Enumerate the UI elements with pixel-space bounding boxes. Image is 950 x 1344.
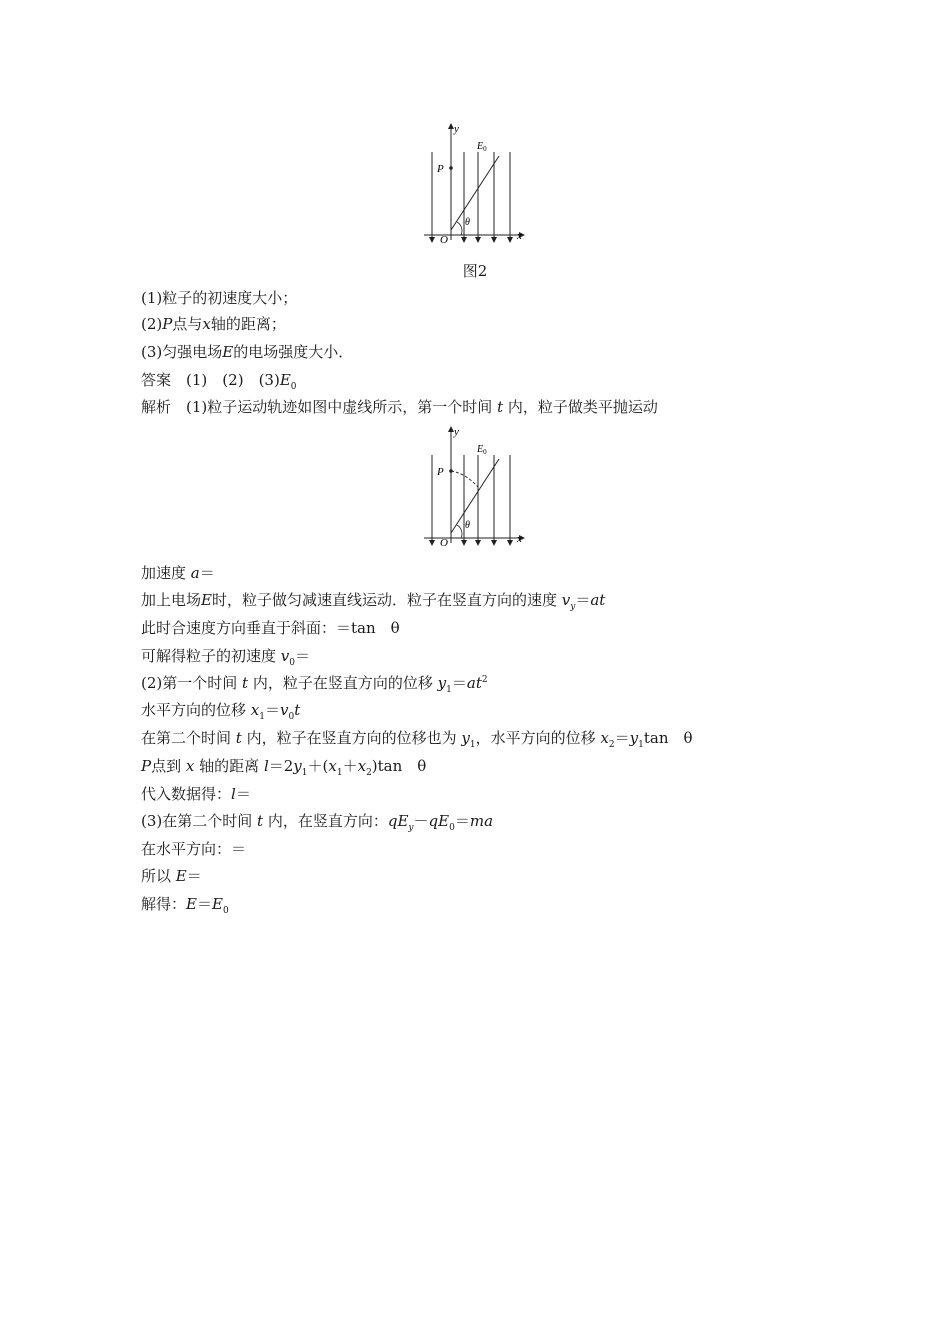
analysis-line: 解析 (1)粒子运动轨迹如图中虚线所示，第一个时间 t 内，粒子做类平抛运动 <box>141 398 658 416</box>
svg-text:x: x <box>517 533 522 545</box>
solution-line-2: 加上电场E时，粒子做匀减速直线运动．粒子在竖直方向的速度 $v_y=at$ <box>141 591 606 612</box>
label-x: x <box>517 230 522 242</box>
svg-text:E0: $E_0$ <box>477 444 487 456</box>
solution-line-11: 在水平方向：＝ <box>141 840 247 858</box>
solution-line-5: (2)第一个时间 t 内，粒子在竖直方向的位移 $y_1=at^2$ <box>141 674 488 695</box>
svg-text:θ: θ <box>465 520 470 531</box>
incline-line <box>451 156 499 230</box>
solution-line-4: 可解得粒子的初速度 $v_0=$ <box>141 647 311 668</box>
solution-line-8: P点到 x 轴的距离 $l=2y_1+(x_1+x_2)\tan$ θ <box>141 757 427 778</box>
solution-line-1: 加速度 a＝ <box>141 564 215 582</box>
solution-line-6: 水平方向的位移 $x_1=v_0t$ <box>141 701 301 722</box>
question-2: (2)P点与x轴的距离； <box>141 315 286 333</box>
label-field: $E_0$ <box>477 141 487 153</box>
point-p <box>449 166 453 170</box>
solution-line-3: 此时合速度方向垂直于斜面：＝tan θ <box>141 619 400 637</box>
solution-line-13: 解得：$E=E_0$ <box>141 895 229 916</box>
answer-line: 答案 (1) (2) $(3)E_0$ <box>141 371 297 392</box>
question-1: (1)粒子的初速度大小； <box>141 289 298 307</box>
solution-line-7: 在第二个时间 t 内，粒子在竖直方向的位移也为 $y_1$，水平方向的位移 $x_2=y_1\tan$ θ <box>141 729 693 750</box>
svg-text:P: P <box>437 466 444 478</box>
label-origin: O <box>440 234 448 246</box>
label-y: y <box>454 123 459 135</box>
label-angle: θ <box>465 217 470 228</box>
figure-2-trajectory-diagram <box>420 425 530 550</box>
solution-line-10: (3)在第二个时间 t 内，在竖直方向：$qE_y-qE_0=ma$ <box>141 812 494 833</box>
figure-caption: 图2 <box>462 262 488 280</box>
solution-line-9: 代入数据得：l＝ <box>141 785 251 803</box>
label-p: P <box>437 163 444 175</box>
svg-text:O: O <box>440 537 448 549</box>
figure-1-field-diagram <box>420 122 530 247</box>
question-3: (3)匀强电场E的电场强度大小． <box>141 343 354 361</box>
svg-text:y: y <box>454 426 459 438</box>
solution-line-12: 所以 E＝ <box>141 867 202 885</box>
